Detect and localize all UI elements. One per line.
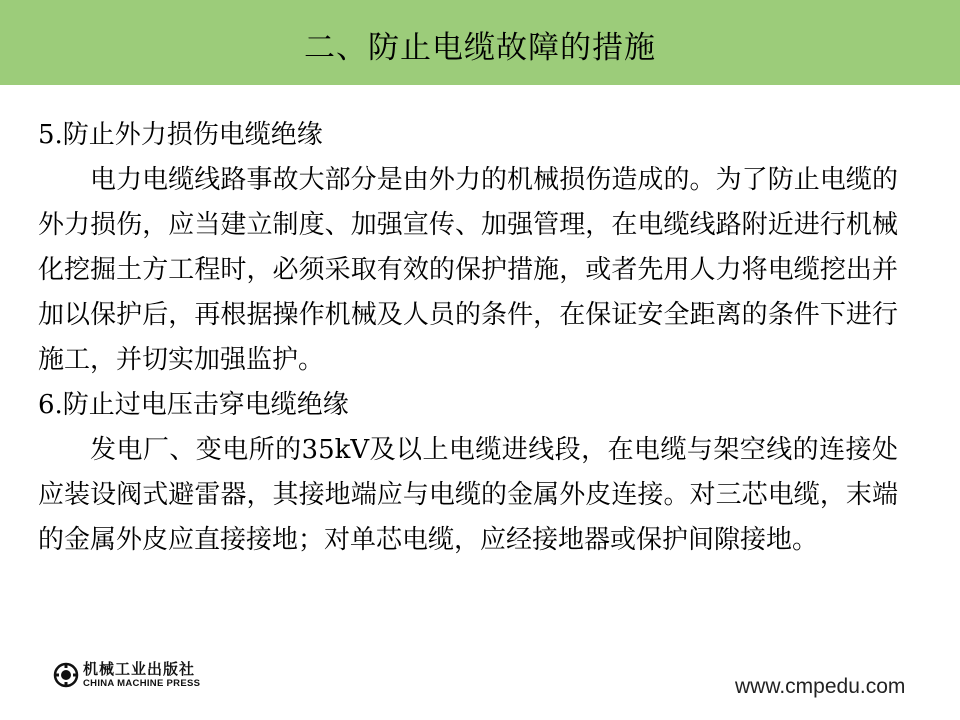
publisher-name-en: CHINA MACHINE PRESS [83, 678, 201, 689]
publisher-name-cn: 机械工业出版社 [83, 660, 196, 678]
section-6-paragraph: 发电厂、变电所的35kV及以上电缆进线段，在电缆与架空线的连接处应装设阀式避雷器，其接地端应与电缆的金属外皮连接。对三芯电缆，末端的金属外皮应直接接地；对单芯电缆，应经接地器或保护间隙接地。 [38, 435, 898, 555]
section-6-heading: 6.防止过电压击穿电缆绝缘 [38, 390, 349, 420]
section-5-paragraph: 电力电缆线路事故大部分是由外力的机械损伤造成的。为了防止电缆的外力损伤，应当建立制度、加强宣传、加强管理，在电缆线路附近进行机械化挖掘土方工程时，必须采取有效的保护措施，或者先用人力将电缆挖出并加以保护后，再根据操作机械及人员的条件，在保证安全距离的条件下进行施工，并切实加强监护。 [38, 165, 898, 375]
section-5-heading: 5.防止外力损伤电缆绝缘 [38, 120, 323, 150]
slide-title: 二、防止电缆故障的措施 [304, 30, 656, 66]
slide-content [38, 113, 908, 563]
title-bar [0, 0, 960, 85]
publisher-emblem-icon [53, 662, 79, 688]
website-url: www.cmpedu.com [735, 675, 906, 698]
publisher-logo [53, 662, 200, 689]
